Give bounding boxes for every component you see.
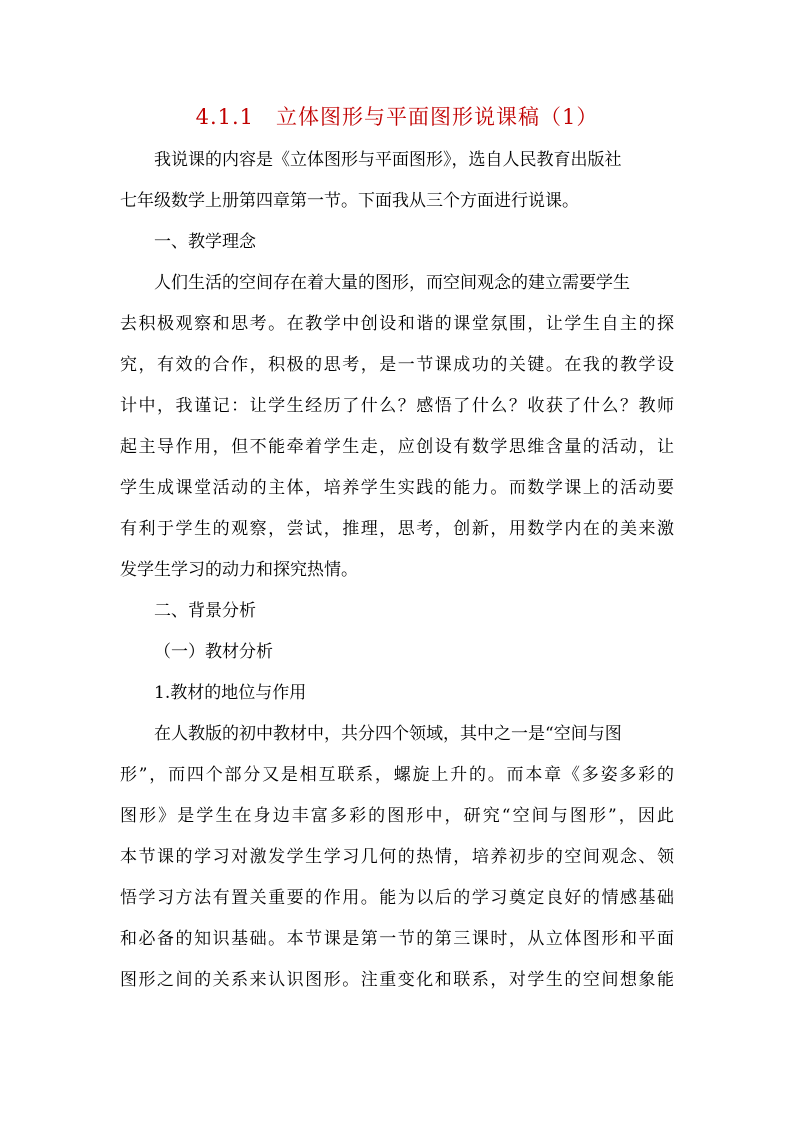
paragraph-line: 学生成课堂活动的主体，培养学生实践的能力。而数学课上的活动要: [120, 478, 674, 498]
paragraph-line: 七年级数学上册第四章第一节。下面我从三个方面进行说课。: [120, 191, 579, 211]
paragraph-line: 起主导作用，但不能牵着学生走，应创设有数学思维含量的活动，让: [120, 437, 674, 457]
paragraph-line: 我说课的内容是《立体图形与平面图形》，选自人民教育出版社: [154, 150, 622, 170]
paragraph-line: 究，有效的合作，积极的思考，是一节课成功的关键。在我的教学设: [120, 355, 674, 375]
paragraph-line: 计中，我谨记：让学生经历了什么？感悟了什么？收获了什么？教师: [120, 396, 674, 416]
subsection-heading: （一）教材分析: [154, 642, 273, 662]
section-heading: 一、教学理念: [154, 232, 256, 252]
document-title: 4.1.1 立体图形与平面图形说课稿（1）: [195, 105, 599, 129]
paragraph-line: 悟学习方法有置关重要的作用。能为以后的学习奠定良好的情感基础: [120, 888, 674, 908]
paragraph-line: 本节课的学习对激发学生学习几何的热情，培养初步的空间观念、领: [120, 847, 674, 867]
paragraph-line: 形”，而四个部分又是相互联系，螺旋上升的。而本章《多姿多彩的: [120, 765, 674, 785]
paragraph-line: 人们生活的空间存在着大量的图形，而空间观念的建立需要学生: [154, 273, 630, 293]
paragraph-line: 有利于学生的观察，尝试，推理，思考，创新，用数学内在的美来激: [120, 519, 674, 539]
document-body: [120, 140, 674, 1001]
section-heading: 二、背景分析: [154, 601, 256, 621]
paragraph-line: 图形》是学生在身边丰富多彩的图形中，研究“空间与图形”，因此: [120, 806, 674, 826]
subsection-heading: 1.教材的地位与作用: [154, 683, 307, 703]
paragraph-line: 在人教版的初中教材中，共分四个领域，其中之一是“空间与图: [154, 724, 622, 744]
paragraph-line: 和必备的知识基础。本节课是第一节的第三课时，从立体图形和平面: [120, 929, 674, 949]
paragraph-line: 发学生学习的动力和探究热情。: [120, 560, 358, 580]
paragraph-line: 图形之间的关系来认识图形。注重变化和联系，对学生的空间想象能: [120, 970, 674, 990]
paragraph-line: 去积极观察和思考。在教学中创设和谐的课堂氛围，让学生自主的探: [120, 314, 674, 334]
